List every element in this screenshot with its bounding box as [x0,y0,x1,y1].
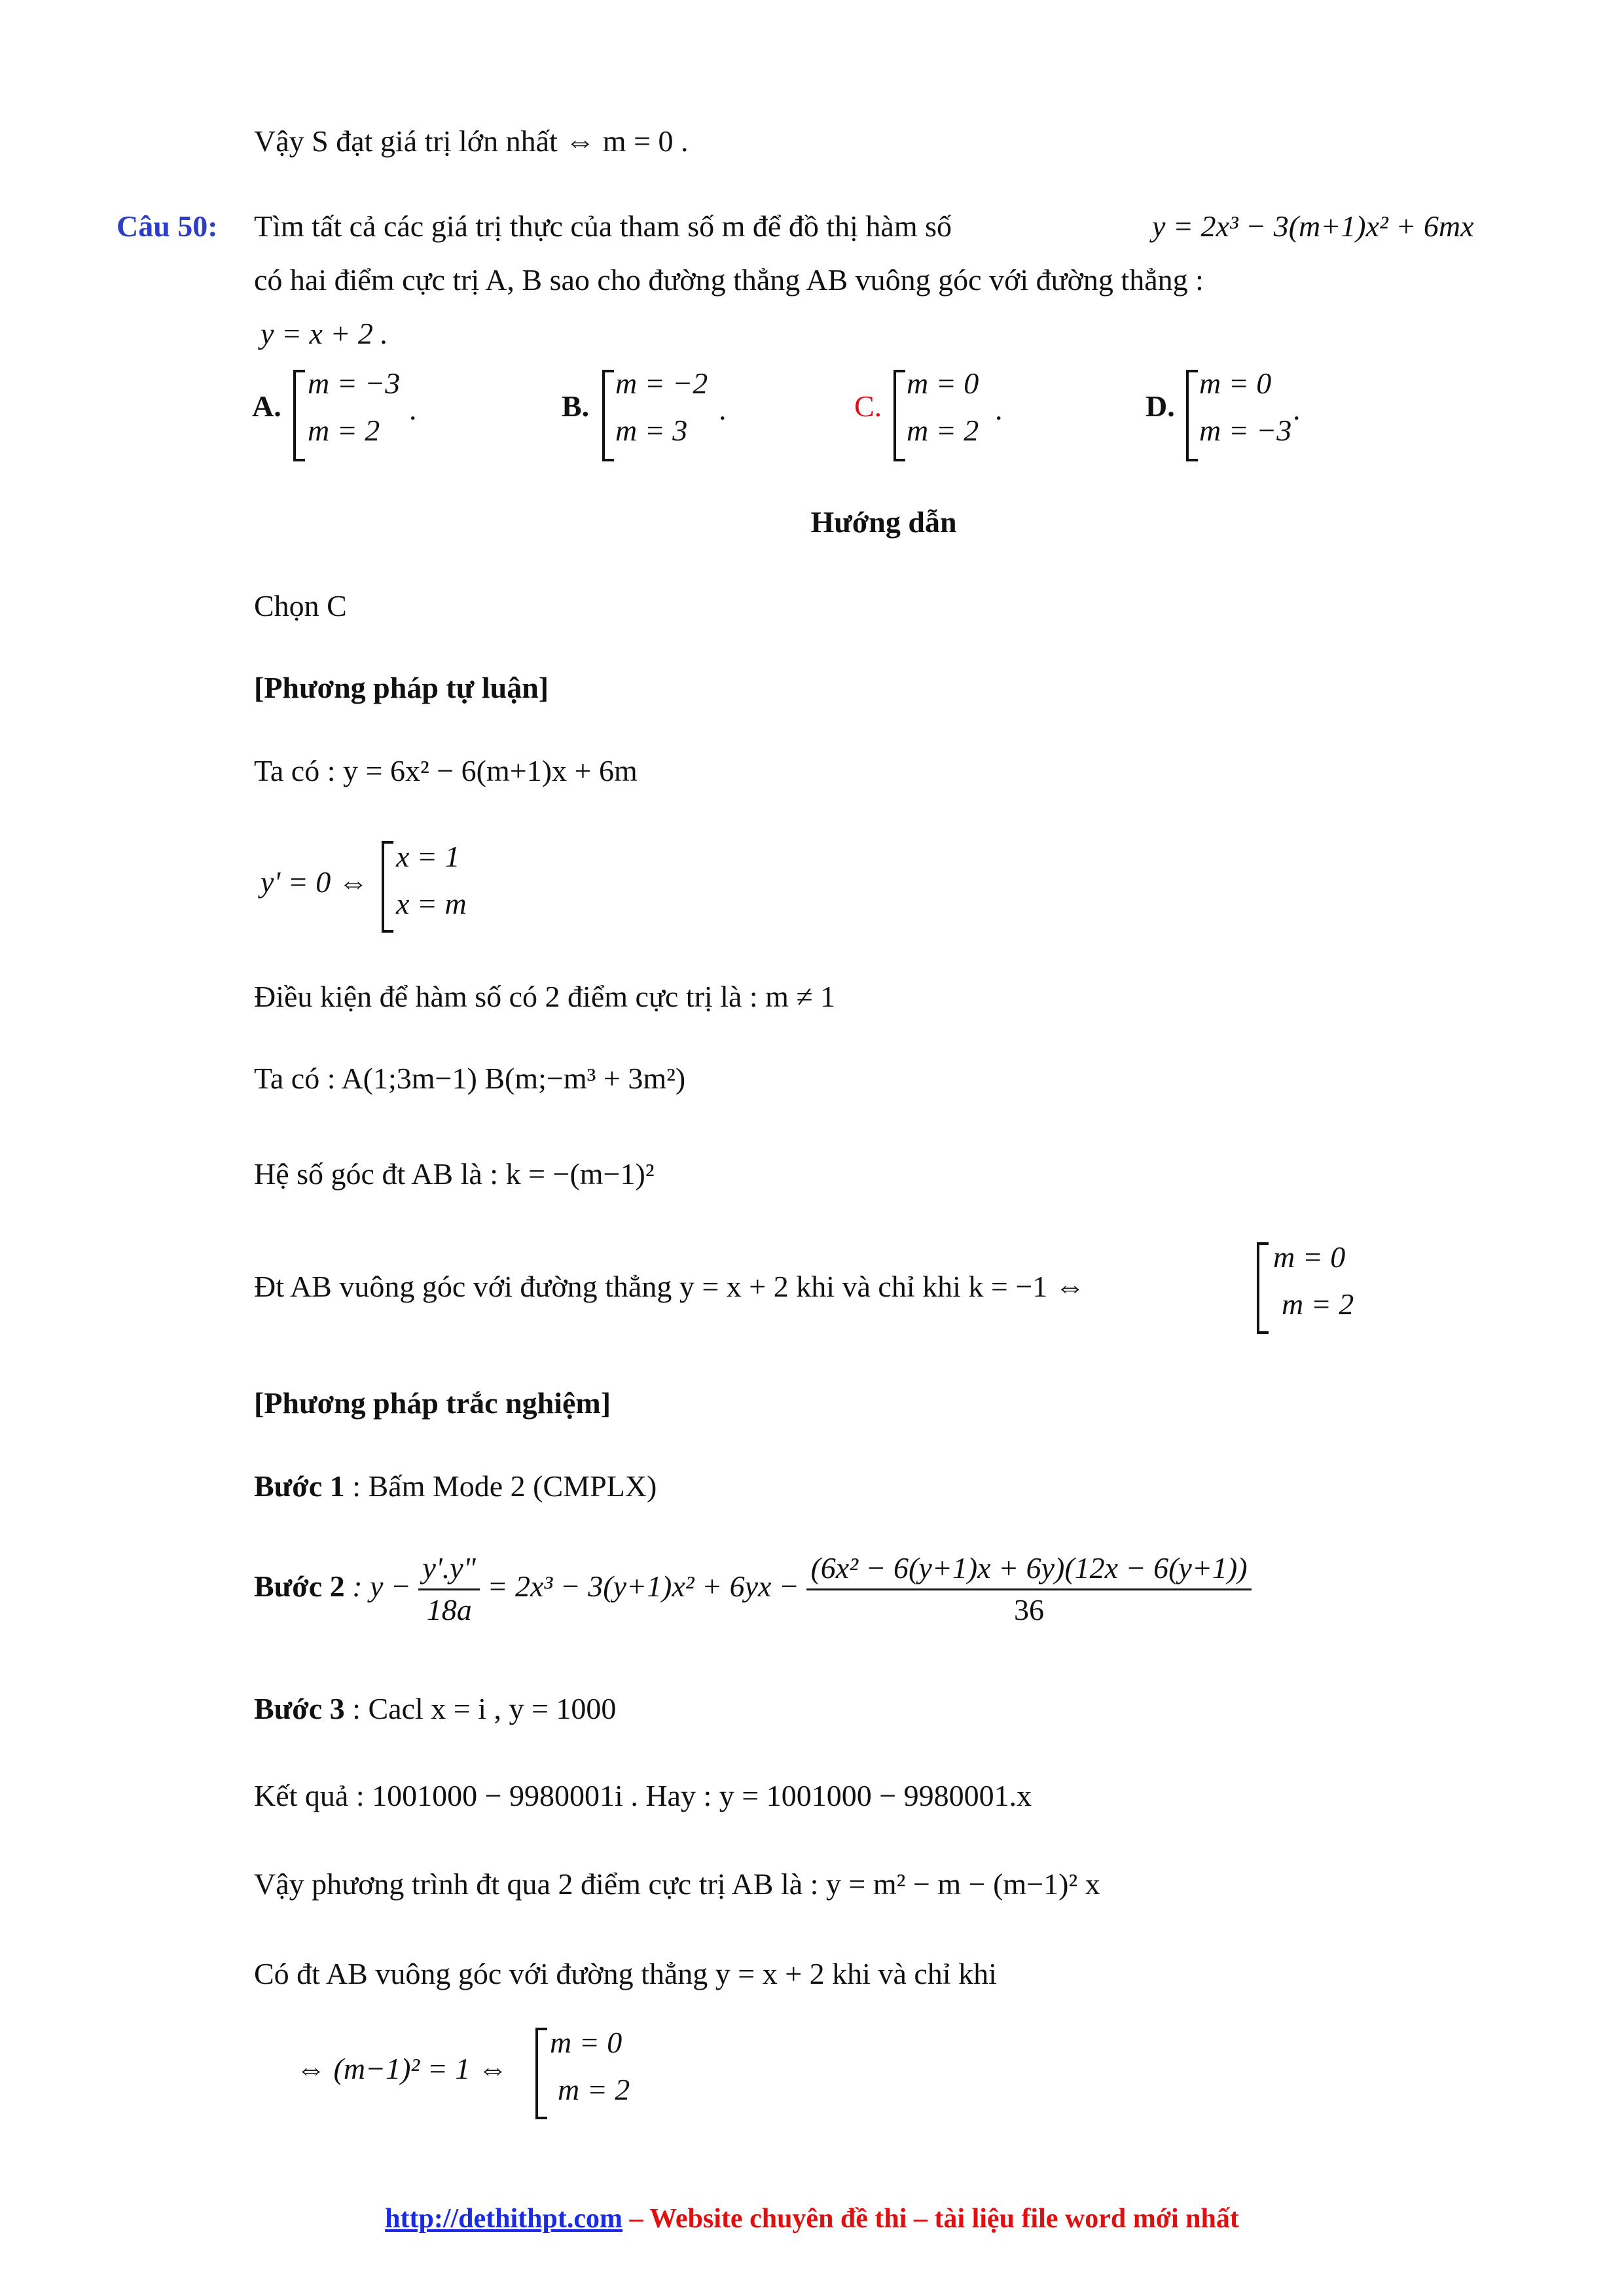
option-c-row2: m = 2 [907,414,979,447]
perp-root-1: m = 0 [1273,1240,1346,1274]
option-a-bracket [293,370,305,461]
result-line: Kết quả : 1001000 − 9980001i . Hay : y = 1001000 − 9980001.x [254,1779,1032,1812]
option-a-letter[interactable]: A. [252,389,281,423]
points-line: Ta có : A(1;3m−1) B(m;−m³ + 3m²) [254,1062,686,1095]
option-b-dot: . [719,393,727,426]
step-3-text: : Cacl x = i , y = 1000 [344,1692,617,1725]
step-2-label: Bước 2 [254,1569,345,1603]
yprime-lhs: y' = 0 ⇔ [261,865,369,899]
option-b-row1: m = −2 [615,367,708,400]
option-d-bracket [1186,370,1198,461]
footer-link[interactable]: http://dethithpt.com [385,2204,623,2234]
perp-root-2: m = 2 [1282,1287,1354,1321]
step-2-big-num: (6x² − 6(y+1)x + 6y)(12x − 6(y+1)) [806,1551,1251,1590]
step-1-label: Bước 1 [254,1469,345,1503]
step-3 [254,1692,616,1727]
step-2 [254,1551,1252,1628]
step-2-frac-num: y'.y" [418,1551,480,1590]
final-root-2: m = 2 [558,2073,630,2106]
extremum-condition: Điều kiện để hàm số có 2 điểm cực trị là : m ≠ 1 [254,980,836,1013]
step-1 [254,1469,657,1504]
method-2-title: [Phương pháp trắc nghiệm] [254,1386,611,1420]
guide-choose: Chọn C [254,589,347,622]
option-c-row1: m = 0 [907,367,979,400]
option-d-row2: m = −3 [1199,414,1292,447]
step-1-text: : Bấm Mode 2 (CMPLX) [344,1469,657,1503]
option-a-row2: m = 2 [308,414,380,447]
line-equation: Vậy phương trình đt qua 2 điểm cực trị AB là : y = m² − m − (m−1)² x [254,1867,1100,1901]
step-2-big-fraction [806,1551,1251,1628]
method-1-title: [Phương pháp tự luận] [254,671,549,704]
footer-text: – Website chuyên đề thi – tài liệu file word mới nhất [623,2204,1239,2234]
final-text: Có đt AB vuông góc với đường thẳng y = x + 2 khi và chỉ khi [254,1957,997,1990]
step-2-mid: = 2x³ − 3(y+1)x² + 6yx − [487,1569,799,1603]
step-2-fraction [418,1551,480,1628]
question-formula: y = 2x³ − 3(m+1)x² + 6mx [1152,209,1474,243]
option-a-dot: . [409,393,417,426]
option-b-letter[interactable]: B. [562,389,590,423]
yprime-root-2: x = m [396,887,467,920]
step-3-label: Bước 3 [254,1692,345,1725]
option-d-letter[interactable]: D. [1146,389,1175,423]
derivative-line: Ta có : y = 6x² − 6(m+1)x + 6m [254,754,638,787]
option-d-dot: . [1293,393,1301,426]
slope-line: Hệ số góc đt AB là : k = −(m−1)² [254,1157,655,1191]
option-a-row1: m = −3 [308,367,401,400]
final-bracket [535,2028,547,2119]
option-b-bracket [602,370,614,461]
step-2-big-den: 36 [1014,1592,1044,1626]
question-text-2: có hai điểm cực trị A, B sao cho đường thẳng AB vuông góc với đường thẳng : [254,263,1204,296]
perp-bracket [1257,1242,1269,1334]
final-root-1: m = 0 [550,2026,623,2059]
question-label: Câu 50: [117,209,218,243]
yprime-bracket [382,841,393,933]
question-text-3: y = x + 2 . [261,317,388,350]
yprime-root-1: x = 1 [396,840,460,873]
line-vay-s: Vậy S đạt giá trị lớn nhất ⇔ m = 0 . [254,124,689,158]
step-2-frac-den: 18a [426,1592,472,1626]
option-d-row1: m = 0 [1199,367,1272,400]
final-lhs: ⇔ (m−1)² = 1 ⇔ [296,2052,508,2085]
option-c-dot: . [995,393,1003,426]
step-2-lhs: : y − [344,1569,411,1603]
option-b-row2: m = 3 [615,414,688,447]
guide-title: Hướng dẫn [810,505,957,539]
question-text-1: Tìm tất cả các giá trị thực của tham số m để đồ thị hàm số [254,209,952,243]
footer [0,2203,1624,2234]
option-c-letter[interactable]: C. [854,389,882,423]
option-c-bracket [893,370,905,461]
perpendicular-line: Đt AB vuông góc với đường thẳng y = x + 2 khi và chỉ khi k = −1 ⇔ [254,1270,1085,1303]
